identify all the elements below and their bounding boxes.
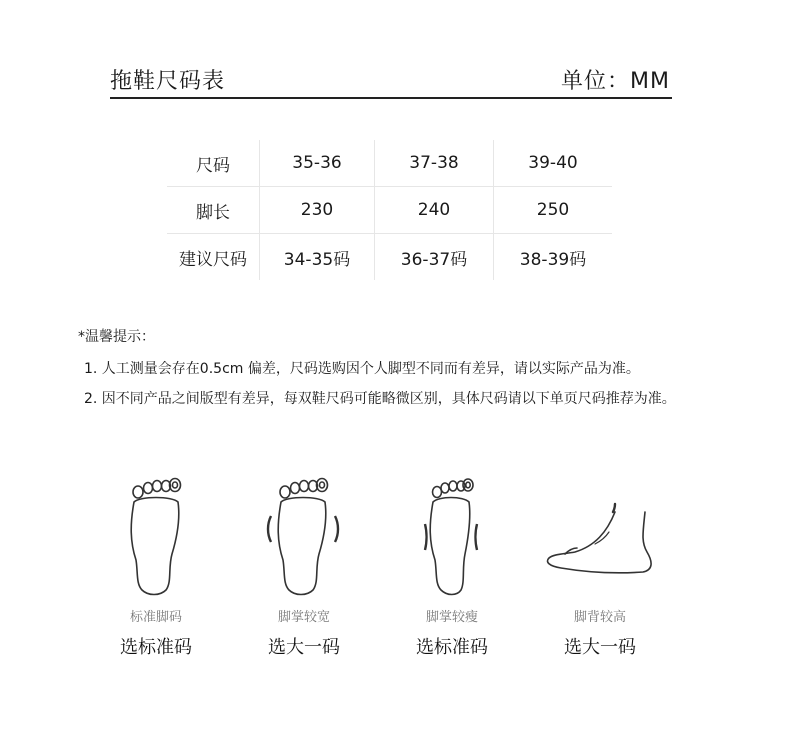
table-row xyxy=(167,234,612,281)
row-label: 建议尺码 xyxy=(167,234,260,281)
table-row xyxy=(167,140,612,187)
foot-type-high-arch xyxy=(530,472,670,659)
foot-caption: 脚掌较瘦 xyxy=(425,610,478,625)
tip-item: 2. 因不同产品之间版型有差异，每双鞋尺码可能略微区别，具体尺码请以下单页尺码推荐为准。 xyxy=(84,391,676,407)
table-row xyxy=(167,187,612,234)
foot-type-wide xyxy=(234,472,374,659)
foot-type-narrow xyxy=(382,472,522,659)
foot-caption: 脚背较高 xyxy=(573,610,626,625)
wide-foot-icon xyxy=(259,472,349,602)
table-cell: 230 xyxy=(260,187,375,234)
page-header xyxy=(110,64,670,96)
foot-caption: 脚掌较宽 xyxy=(277,610,330,625)
table-cell: 35-36 xyxy=(260,140,375,187)
narrow-foot-icon xyxy=(407,472,497,602)
foot-advice: 选标准码 xyxy=(416,637,488,658)
foot-advice: 选大一码 xyxy=(564,637,636,658)
header-divider xyxy=(110,97,672,99)
table-cell: 34-35码 xyxy=(260,234,375,281)
table-cell: 240 xyxy=(375,187,494,234)
table-cell: 38-39码 xyxy=(519,249,587,270)
row-label: 脚长 xyxy=(167,187,260,234)
foot-advice: 选大一码 xyxy=(268,637,340,658)
row-label: 尺码 xyxy=(167,140,260,187)
tip-item: 1. 人工测量会存在0.5cm 偏差，尺码选购因个人脚型不同而有差异，请以实际产品为准。 xyxy=(84,361,640,377)
table-cell: 250 xyxy=(494,187,613,234)
tips-heading: *温馨提示： xyxy=(78,329,155,345)
foot-type-standard xyxy=(86,472,226,659)
table-cell: 36-37码 xyxy=(375,234,494,281)
foot-caption: 标准脚码 xyxy=(129,610,182,625)
standard-foot-icon xyxy=(116,472,196,602)
unit-label: 单位：MM xyxy=(561,69,670,94)
table-cell: 39-40 xyxy=(494,140,613,187)
size-table xyxy=(167,140,612,280)
high-arch-foot-icon xyxy=(535,472,665,602)
foot-advice: 选标准码 xyxy=(120,637,192,658)
table-cell: 37-38 xyxy=(375,140,494,187)
page-title: 拖鞋尺码表 xyxy=(110,69,226,94)
